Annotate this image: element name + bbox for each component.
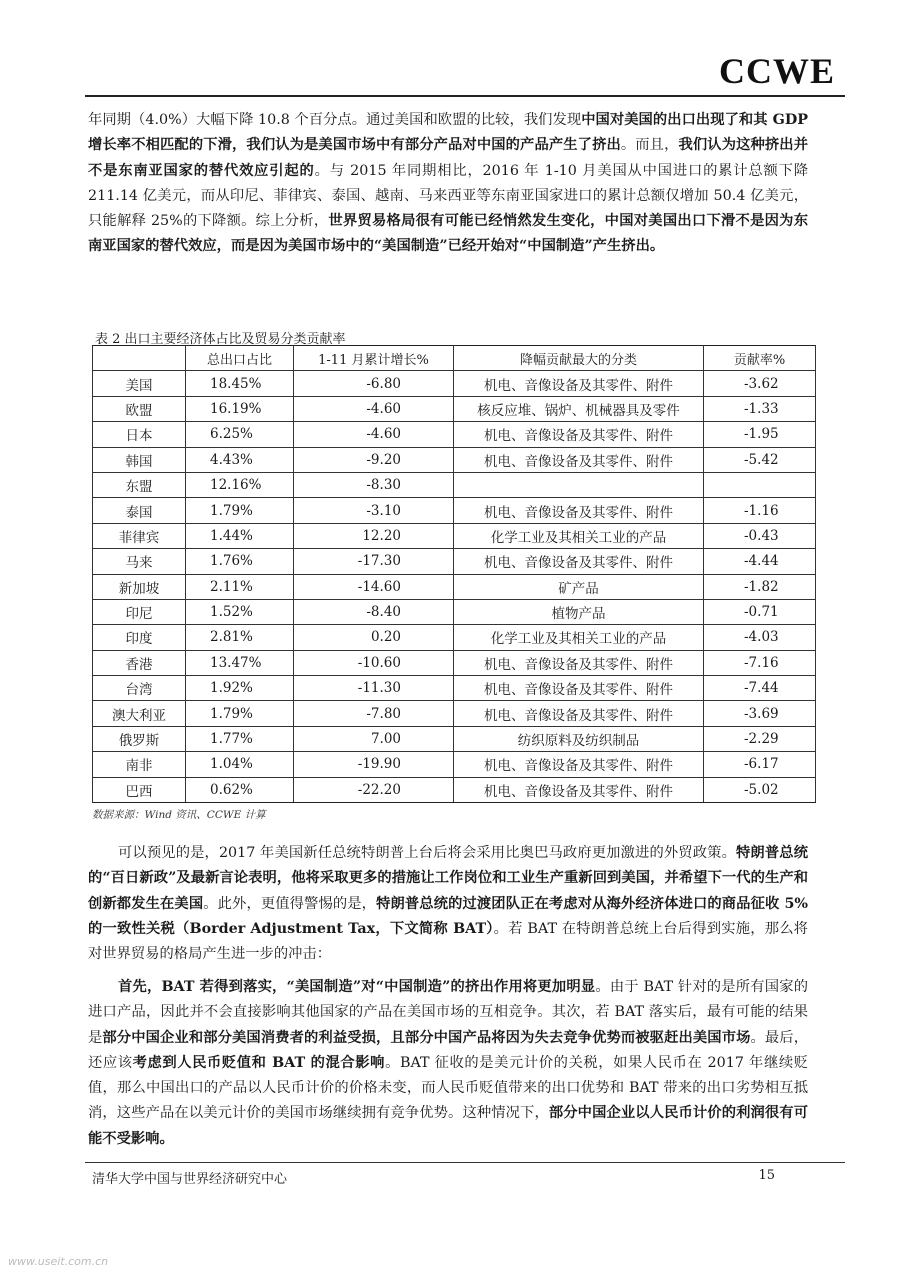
country-cell: 新加坡 <box>93 574 186 599</box>
category-cell: 机电、音像设备及其零件、附件 <box>454 701 704 726</box>
paragraph-3 <box>88 975 808 1152</box>
export-share-cell: 13.47% <box>186 650 294 675</box>
country-cell: 马来 <box>93 549 186 574</box>
table-row <box>93 777 816 802</box>
body-text: 。最后，还应该 <box>88 1029 809 1071</box>
country-cell: 东盟 <box>93 472 186 497</box>
export-share-cell: 2.11% <box>186 574 294 599</box>
category-cell: 核反应堆、锅炉、机械器具及零件 <box>454 396 704 421</box>
country-cell: 菲律宾 <box>93 523 186 548</box>
country-cell: 南非 <box>93 752 186 777</box>
body-text: 。与 2015 年同期相比，2016 年 1-10 月美国从中国进口的累计总额下降 211.14 亿美元，而从印尼、菲律宾、泰国、越南、马来西亚等东南亚国家进口的累计总额仅增加 50.4 亿美元，只能解释 25%的下降额。综上分析， <box>88 162 809 230</box>
country-cell: 印度 <box>93 625 186 650</box>
header-cell: 贡献率% <box>704 346 816 371</box>
growth-cell: -22.20 <box>294 777 454 802</box>
emphasized-text: 特朗普总统的“百日新政”及最新言论表明，他将采取更多的措施让工作岗位和工业生产重新回到美国，并希望下一代的生产和创新都发生在美国 <box>88 845 808 912</box>
growth-cell: 7.00 <box>294 726 454 751</box>
country-cell: 印尼 <box>93 599 186 624</box>
body-text: 可以预见的是，2017 年美国新任总统特朗普上台后将会采用比奥巴马政府更加激进的外贸政策。 <box>118 845 736 861</box>
growth-cell: -8.40 <box>294 599 454 624</box>
category-cell: 矿产品 <box>454 574 704 599</box>
table-container <box>92 345 816 803</box>
contribution-cell: -5.42 <box>704 447 816 472</box>
contribution-cell: -1.33 <box>704 396 816 421</box>
table-row <box>93 650 816 675</box>
body-text: 年同期（4.0%）大幅下降 10.8 个百分点。通过美国和欧盟的比较，我们发现 <box>88 112 582 128</box>
category-cell: 机电、音像设备及其零件、附件 <box>454 371 704 396</box>
table-row <box>93 701 816 726</box>
country-cell: 巴西 <box>93 777 186 802</box>
table-row <box>93 396 816 421</box>
category-cell: 机电、音像设备及其零件、附件 <box>454 498 704 523</box>
growth-cell: -8.30 <box>294 472 454 497</box>
emphasized-text: 部分中国企业以人民币计价的利润很有可能不受影响。 <box>88 1105 809 1147</box>
category-cell: 机电、音像设备及其零件、附件 <box>454 422 704 447</box>
table-row <box>93 498 816 523</box>
brand-logo: CCWE <box>718 51 835 91</box>
country-cell: 美国 <box>93 371 186 396</box>
contribution-cell <box>704 472 816 497</box>
export-share-cell: 18.45% <box>186 371 294 396</box>
country-cell: 俄罗斯 <box>93 726 186 751</box>
table-body <box>93 371 816 803</box>
table-row <box>93 676 816 701</box>
country-cell: 欧盟 <box>93 396 186 421</box>
table-row <box>93 625 816 650</box>
paragraph-1 <box>88 108 808 260</box>
export-share-cell: 1.79% <box>186 701 294 726</box>
table-row <box>93 523 816 548</box>
contribution-cell: -4.03 <box>704 625 816 650</box>
country-cell: 澳大利亚 <box>93 701 186 726</box>
growth-cell: -6.80 <box>294 371 454 396</box>
export-share-cell: 1.52% <box>186 599 294 624</box>
contribution-cell: -1.16 <box>704 498 816 523</box>
growth-cell: -17.30 <box>294 549 454 574</box>
category-cell: 植物产品 <box>454 599 704 624</box>
growth-cell: -19.90 <box>294 752 454 777</box>
body-text: 。由于 BAT 针对的是所有国家的进口产品，因此并不会直接影响其他国家的产品在美国市场的互相竞争。其次，若 BAT 落实后，最有可能的结果是 <box>88 979 808 1046</box>
export-share-cell: 4.43% <box>186 447 294 472</box>
body-text: 。而且， <box>620 137 679 154</box>
export-share-cell: 16.19% <box>186 396 294 421</box>
data-source-note: 数据来源：Wind 资讯、CCWE 计算 <box>92 809 266 821</box>
contribution-cell: -2.29 <box>704 726 816 751</box>
export-share-cell: 0.62% <box>186 777 294 802</box>
category-cell: 机电、音像设备及其零件、附件 <box>454 447 704 472</box>
growth-cell: -3.10 <box>294 498 454 523</box>
emphasized-text: 特朗普总统的过渡团队正在考虑对从海外经济体进口的商品征收 5%的一致性关税（Border Adjustment Tax，下文简称 BAT） <box>88 895 808 937</box>
body-text: 。此外，更值得警惕的是， <box>203 895 377 912</box>
watermark: www.useit.com.cn <box>8 1255 109 1268</box>
growth-cell: -10.60 <box>294 650 454 675</box>
category-cell: 化学工业及其相关工业的产品 <box>454 523 704 548</box>
table-caption: 表 2 出口主要经济体占比及贸易分类贡献率 <box>95 332 346 347</box>
header-cell: 总出口占比 <box>186 346 294 371</box>
emphasized-text: 世界贸易格局很有可能已经悄然发生变化，中国对美国出口下滑不是因为东南亚国家的替代效应，而是因为美国市场中的“美国制造”已经开始对“中国制造”产生挤出。 <box>88 213 808 255</box>
contribution-cell: -5.02 <box>704 777 816 802</box>
export-share-cell: 6.25% <box>186 422 294 447</box>
export-share-cell: 1.44% <box>186 523 294 548</box>
growth-cell: -4.60 <box>294 422 454 447</box>
table-row <box>93 726 816 751</box>
footer-rule <box>85 1162 845 1163</box>
table-row <box>93 599 816 624</box>
category-cell: 化学工业及其相关工业的产品 <box>454 625 704 650</box>
header-cell: 1-11 月累计增长% <box>294 346 454 371</box>
category-cell: 机电、音像设备及其零件、附件 <box>454 752 704 777</box>
body-text: 。BAT 征收的是美元计价的关税，如果人民币在 2017 年继续贬值，那么中国出口的产品以人民币计价的价格未变，而人民币贬值带来的出口优势和 BAT 带来的出口劣势相互抵消，这些产品在以美元计价的美国市场继续拥有竞争优势。这种情况下， <box>88 1054 808 1122</box>
table-header-row <box>93 346 816 371</box>
category-cell: 机电、音像设备及其零件、附件 <box>454 777 704 802</box>
contribution-cell: -4.44 <box>704 549 816 574</box>
contribution-cell: -7.16 <box>704 650 816 675</box>
contribution-cell: -1.82 <box>704 574 816 599</box>
export-share-cell: 1.79% <box>186 498 294 523</box>
growth-cell: 12.20 <box>294 523 454 548</box>
table-row <box>93 752 816 777</box>
contribution-cell: -1.95 <box>704 422 816 447</box>
growth-cell: -4.60 <box>294 396 454 421</box>
export-share-cell: 12.16% <box>186 472 294 497</box>
export-share-cell: 1.92% <box>186 676 294 701</box>
category-cell: 机电、音像设备及其零件、附件 <box>454 549 704 574</box>
page-number: 15 <box>758 1168 775 1183</box>
header-cell: 降幅贡献最大的分类 <box>454 346 704 371</box>
table-row <box>93 447 816 472</box>
country-cell: 日本 <box>93 422 186 447</box>
export-share-cell: 1.04% <box>186 752 294 777</box>
growth-cell: -11.30 <box>294 676 454 701</box>
emphasized-text: 中国对美国的出口出现了和其 GDP 增长率不相匹配的下滑，我们认为是美国市场中有部分产品对中国的产品产生了挤出 <box>88 112 808 154</box>
country-cell: 泰国 <box>93 498 186 523</box>
category-cell: 机电、音像设备及其零件、附件 <box>454 650 704 675</box>
export-share-cell: 1.77% <box>186 726 294 751</box>
country-cell: 台湾 <box>93 676 186 701</box>
contribution-cell: -3.69 <box>704 701 816 726</box>
growth-cell: 0.20 <box>294 625 454 650</box>
emphasized-text: 考虑到人民币贬值和 BAT 的混合影响 <box>132 1054 386 1071</box>
growth-cell: -7.80 <box>294 701 454 726</box>
export-share-table <box>92 345 816 803</box>
contribution-cell: -0.43 <box>704 523 816 548</box>
country-cell: 韩国 <box>93 447 186 472</box>
footer-organization: 清华大学中国与世界经济研究中心 <box>92 1172 288 1187</box>
header-rule <box>85 95 845 97</box>
header-cell <box>93 346 186 371</box>
table-row <box>93 422 816 447</box>
emphasized-text: 部分中国企业和部分美国消费者的利益受损，且部分中国产品将因为失去竞争优势而被驱赶出美国市场 <box>102 1029 751 1046</box>
contribution-cell: -7.44 <box>704 676 816 701</box>
emphasized-text: 首先，BAT 若得到落实，“美国制造”对“中国制造”的挤出作用将更加明显 <box>118 979 596 995</box>
emphasized-text: 我们认为这种挤出并不是东南亚国家的替代效应引起的 <box>88 137 808 179</box>
paragraph-2 <box>88 841 808 967</box>
category-cell <box>454 472 704 497</box>
growth-cell: -14.60 <box>294 574 454 599</box>
export-share-cell: 2.81% <box>186 625 294 650</box>
category-cell: 纺织原料及纺织制品 <box>454 726 704 751</box>
contribution-cell: -3.62 <box>704 371 816 396</box>
country-cell: 香港 <box>93 650 186 675</box>
contribution-cell: -0.71 <box>704 599 816 624</box>
table-row <box>93 472 816 497</box>
growth-cell: -9.20 <box>294 447 454 472</box>
table-row <box>93 371 816 396</box>
body-text: 。若 BAT 在特朗普总统上台后得到实施，那么将对世界贸易的格局产生进一步的冲击： <box>88 920 808 963</box>
table-row <box>93 549 816 574</box>
export-share-cell: 1.76% <box>186 549 294 574</box>
category-cell: 机电、音像设备及其零件、附件 <box>454 676 704 701</box>
table-row <box>93 574 816 599</box>
contribution-cell: -6.17 <box>704 752 816 777</box>
